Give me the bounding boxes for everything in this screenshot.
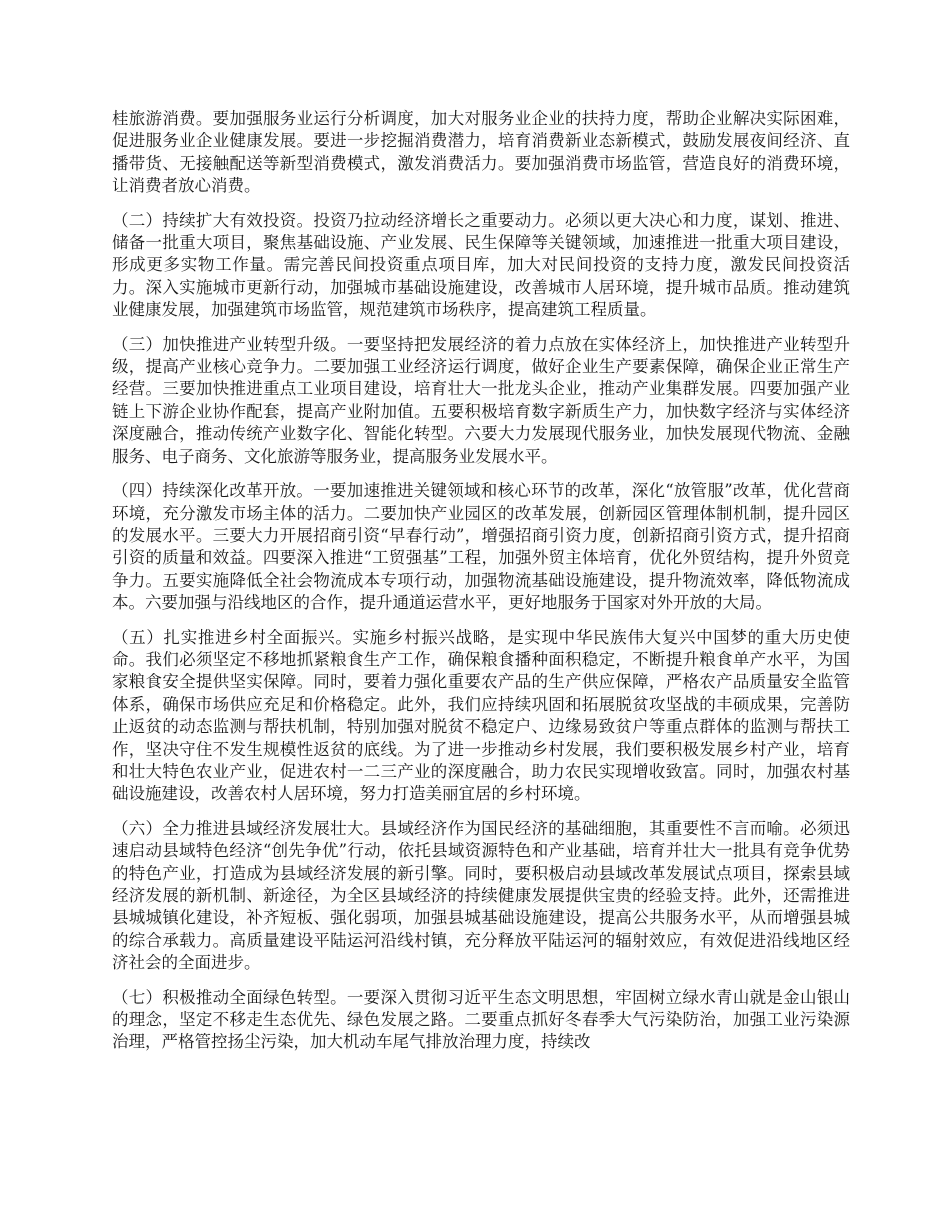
paragraph-county-economy: （六）全力推进县域经济发展壮大。县域经济作为国民经济的基础细胞，其重要性不言而喻。必须迅速启动县域特色经济“创先争优”行动，依托县域资源特色和产业基础，培育并壮大一批具有竞争优势的特色产业，打造成为县域经济发展的新引擎。同时，要积极启动县域改革发展试点项目，探索县域经济发展的新机制、新途径，为全区县域经济的持续健康发展提供宝贵的经验支持。此外，还需推进县城城镇化建设，补齐短板、强化弱项，加强县城基础设施建设，提高公共服务水平，从而增强县城的综合承载力。高质量建设平陆运河沿线村镇，充分释放平陆运河的辐射效应，有效促进沿线地区经济社会的全面进步。 (112, 818, 850, 973)
paragraph-reform-opening: （四）持续深化改革开放。一要加速推进关键领域和核心环节的改革，深化“放管服”改革，优化营商环境，充分激发市场主体的活力。二要加快产业园区的改革发展，创新园区管理体制机制，提升园区的发展水平。三要大力开展招商引资“早春行动”，增强招商引资力度，创新招商引资方式，提升招商引资的质量和效益。四要深入推进“工贸强基”工程，加强外贸主体培育，优化外贸结构，提升外贸竞争力。五要实施降低全社会物流成本专项行动，加强物流基础设施建设，提升物流效率，降低物流成本。六要加强与沿线地区的合作，提升通道运营水平，更好地服务于国家对外开放的大局。 (112, 481, 850, 613)
paragraph-continuation: 桂旅游消费。要加强服务业运行分析调度，加大对服务业企业的扶持力度，帮助企业解决实际困难，促进服务业企业健康发展。要进一步挖掘消费潜力，培育消费新业态新模式，鼓励发展夜间经济、直播带货、无接触配送等新型消费模式，激发消费活力。要加强消费市场监管，营造良好的消费环境，让消费者放心消费。 (112, 109, 850, 196)
paragraph-rural-revitalization: （五）扎实推进乡村全面振兴。实施乡村振兴战略，是实现中华民族伟大复兴中国梦的重大历史使命。我们必须坚定不移地抓紧粮食生产工作，确保粮食播种面积稳定，不断提升粮食单产水平，为国家粮食安全提供坚实保障。同时，要着力强化重要农产品的生产供应保障，严格农产品质量安全监管体系，确保市场供应充足和价格稳定。此外，我们应持续巩固和拓展脱贫攻坚战的丰硕成果，完善防止返贫的动态监测与帮扶机制，特别加强对脱贫不稳定户、边缘易致贫户等重点群体的监测与帮扶工作，坚决守住不发生规模性返贫的底线。为了进一步推动乡村发展，我们要积极发展乡村产业，培育和壮大特色农业产业，促进农村一二三产业的深度融合，助力农民实现增收致富。同时，加强农村基础设施建设，改善农村人居环境，努力打造美丽宜居的乡村环境。 (112, 627, 850, 804)
paragraph-expand-investment: （二）持续扩大有效投资。投资乃拉动经济增长之重要动力。必须以更大决心和力度，谋划、推进、储备一批重大项目，聚焦基础设施、产业发展、民生保障等关键领域，加速推进一批重大项目建设，形成更多实物工作量。需完善民间投资重点项目库，加大对民间投资的支持力度，激发民间投资活力。深入实施城市更新行动，加强城市基础设施建设，改善城市人居环境，提升城市品质。推动建筑业健康发展，加强建筑市场监管，规范建筑市场秩序，提高建筑工程质量。 (112, 210, 850, 320)
paragraph-industrial-upgrade: （三）加快推进产业转型升级。一要坚持把发展经济的着力点放在实体经济上，加快推进产业转型升级，提高产业核心竞争力。二要加强工业经济运行调度，做好企业生产要素保障，确保企业正常生产经营。三要加快推进重点工业项目建设，培育壮大一批龙头企业，推动产业集群发展。四要加强产业链上下游企业协作配套，提高产业附加值。五要积极培育数字新质生产力，加快数字经济与实体经济深度融合，推动传统产业数字化、智能化转型。六要大力发展现代服务业，加快发展现代物流、金融服务、电子商务、文化旅游等服务业，提高服务业发展水平。 (112, 334, 850, 466)
paragraph-green-transition: （七）积极推动全面绿色转型。一要深入贯彻习近平生态文明思想，牢固树立绿水青山就是金山银山的理念，坚定不移走生态优先、绿色发展之路。二要重点抓好冬春季大气污染防治，加强工业污染源治理，严格管控扬尘污染，加大机动车尾气排放治理力度，持续改 (112, 987, 850, 1052)
document-body (112, 108, 850, 1066)
